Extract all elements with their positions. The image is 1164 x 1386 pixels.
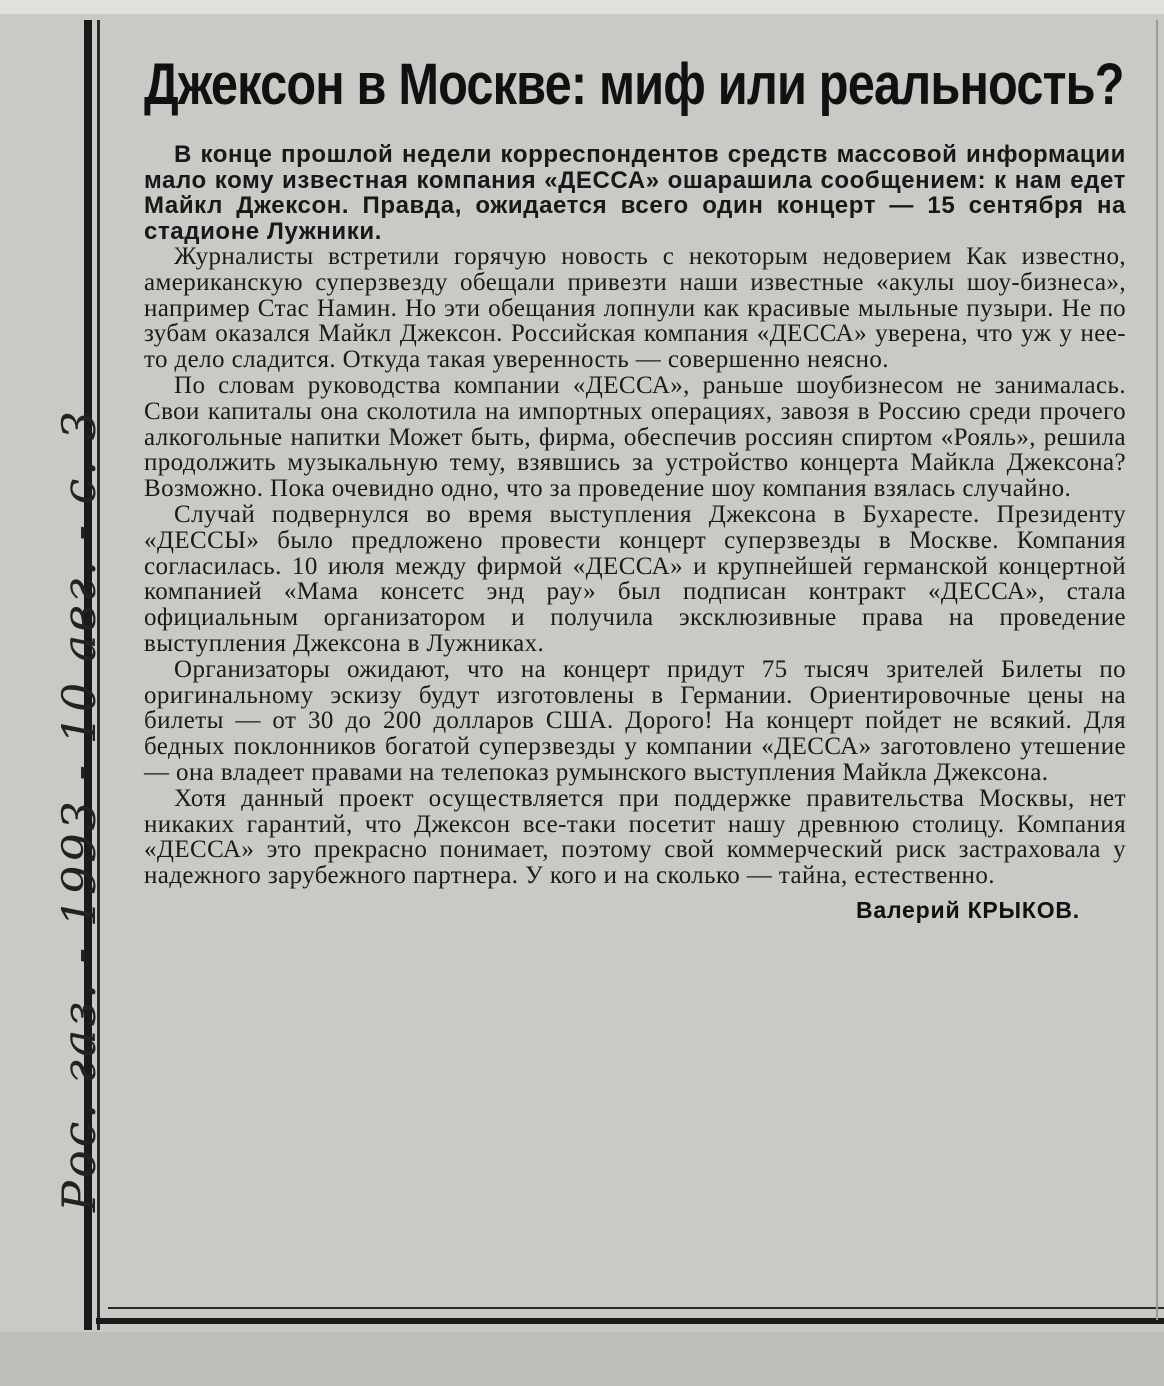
article-headline: Джексон в Москве: миф или реальность? — [144, 52, 1124, 117]
paper-edge-bottom — [0, 1332, 1164, 1386]
frame-rule-bottom-inner — [108, 1307, 1164, 1309]
article-paragraph-1: Журналисты встретили горячую новость с некоторым недоверием Как известно, американскую суперзвезду обещали привезти наши известные «акулы шоу-бизнеса», например Стас Намин. Но эти обещания лопнули как красивые мыльные пузыри. Не по зубам оказался Майкл Джексон. Российская компания «ДЕССА» уверена, что уж у нее-то дело сладится. Откуда такая уверенность — совершенно неясно. — [144, 243, 1126, 374]
newspaper-article — [144, 50, 1126, 924]
article-lead: В конце прошлой недели корреспондентов средств массовой информации мало кому известная компания «ДЕССА» ошарашила сообщением: к нам едет Майкл Джексон. Правда, ожидается всего один концерт — 15 сентября на стадионе Лужники. — [144, 141, 1126, 245]
article-paragraph-4: Организаторы ожидают, что на концерт придут 75 тысяч зрителей Билеты по оригинальному эскизу будут изготовлены в Германии. Ориентировочные цены на билеты — от 30 до 200 долларов США. Дорого! На концерт пойдет не всякий. Для бедных поклонников богатой суперзвезды у компании «ДЕССА» заготовлено утешение — она владеет правами на телепоказ румынского выступления Майкла Джексона. — [144, 655, 1126, 786]
frame-rule-bottom — [96, 1318, 1164, 1324]
frame-edge-right — [1156, 20, 1158, 1320]
article-paragraph-3: Случай подвернулся во время выступления Джексона в Бухаресте. Президенту «ДЕССЫ» было предложено провести концерт суперзвезды в Москве. Компания согласилась. 10 июля между фирмой «ДЕССА» и крупнейшей германской концертной компанией «Мама консетс энд рау» был подписан контракт «ДЕССА», стала официальным организатором и получила эксклюзивные права на проведение выступления Джексона в Лужниках. — [144, 500, 1126, 657]
article-byline: Валерий КРЫКОВ. — [855, 896, 1080, 923]
article-paragraph-2: По словам руководства компании «ДЕССА», раньше шоубизнесом не занималась. Свои капиталы она сколотила на импортных операциях, завозя в Россию среди прочего алкогольные напитки Может быть, фирма, обеспечив россиян спиртом «Рояль», решила продолжить музыкальную тему, взявшись за устройство концерта Майкла Джексона? Возможно. Пока очевидно одно, что за проведение шоу компания взялась случайно. — [144, 371, 1126, 503]
paper-edge-top — [0, 0, 1164, 14]
handwritten-source-note: Рос. газ. - 1993 - 10 авг. - с. 3 — [52, 408, 106, 1212]
article-paragraph-5: Хотя данный проект осуществляется при поддержке правительства Москвы, нет никаких гарантий, что Джексон все-таки посетит нашу древнюю столицу. Компания «ДЕССА» это прекрасно понимает, поэтому свой коммерческий риск застраховала у надежного зарубежного партнера. У кого и на сколько — тайна, естественно. — [144, 784, 1126, 890]
